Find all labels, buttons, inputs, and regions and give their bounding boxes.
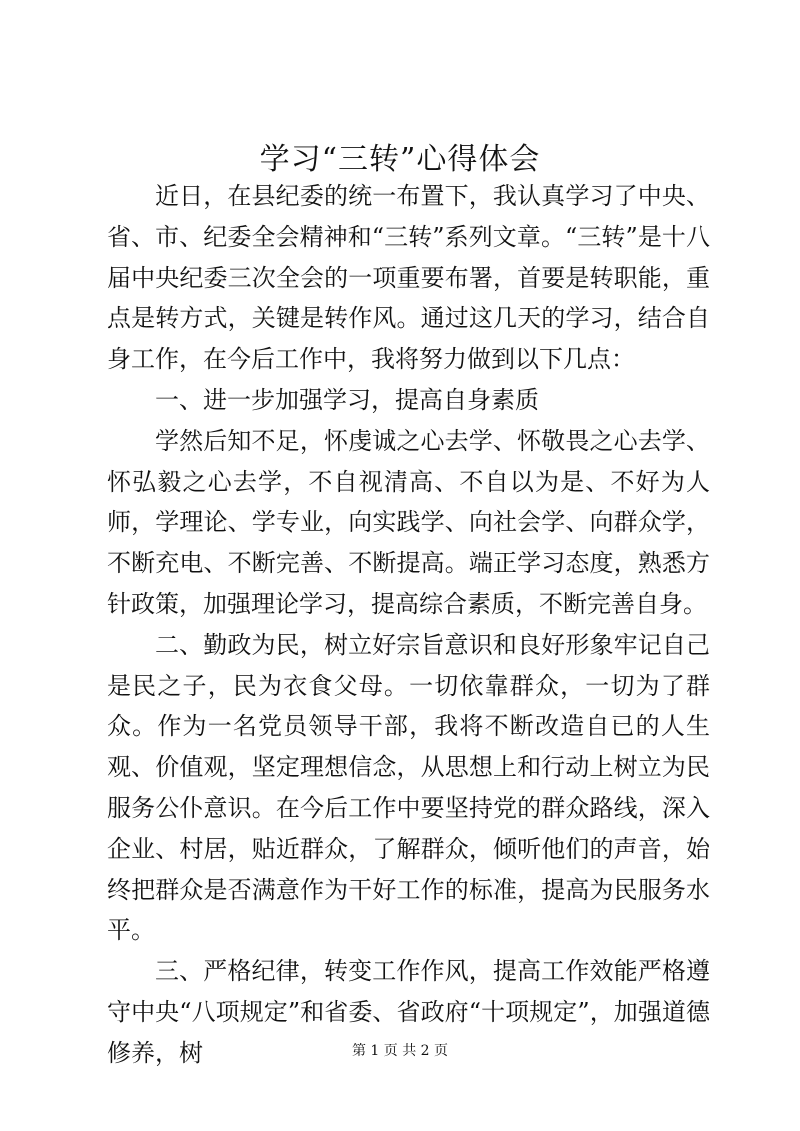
paragraph-section-2: 二、勤政为民，树立好宗旨意识和良好形象牢记自己是民之子，民为衣食父母。一切依靠群众，一切为了群众。作为一名党员领导干部，我将不断改造自已的人生观、价值观，坚定理想信念，从思想上和行动上树立为民服务公仆意识。在今后工作中要坚持党的群众路线，深入企业、村居，贴近群众，了解群众，倾听他们的声音，始终把群众是否满意作为干好工作的标准，提高为民服务水平。 xyxy=(107,630,710,945)
paragraph-section-1: 学然后知不足，怀虔诚之心去学、怀敬畏之心去学、怀弘毅之心去学，不自视清高、不自以为是、不好为人师，学理论、学专业，向实践学、向社会学、向群众学，不断充电、不断完善、不断提高。端正学习态度，熟悉方针政策，加强理论学习，提高综合素质，不断完善自身。 xyxy=(107,426,710,618)
section-heading-1: 一、进一步加强学习，提高自身素质 xyxy=(155,385,539,414)
document-title: 学习“三转”心得体会 xyxy=(259,142,541,177)
paragraph-section-3: 三、严格纪律，转变工作作风，提高工作效能严格遵守中央“八项规定”和省委、省政府“十项规定”，加强道德修养，树 xyxy=(107,957,710,1067)
page-footer: 第 1 页 共 2 页 xyxy=(351,1043,449,1059)
paragraph-intro: 近日，在县纪委的统一布置下，我认真学习了中央、省、市、纪委全会精神和“三转”系列文章。“三转”是十八届中央纪委三次全会的一项重要布署，首要是转职能，重点是转方式，关键是转作风。通过这几天的学习，结合自身工作，在今后工作中，我将努力做到以下几点： xyxy=(107,182,710,374)
document-body xyxy=(107,176,710,1074)
